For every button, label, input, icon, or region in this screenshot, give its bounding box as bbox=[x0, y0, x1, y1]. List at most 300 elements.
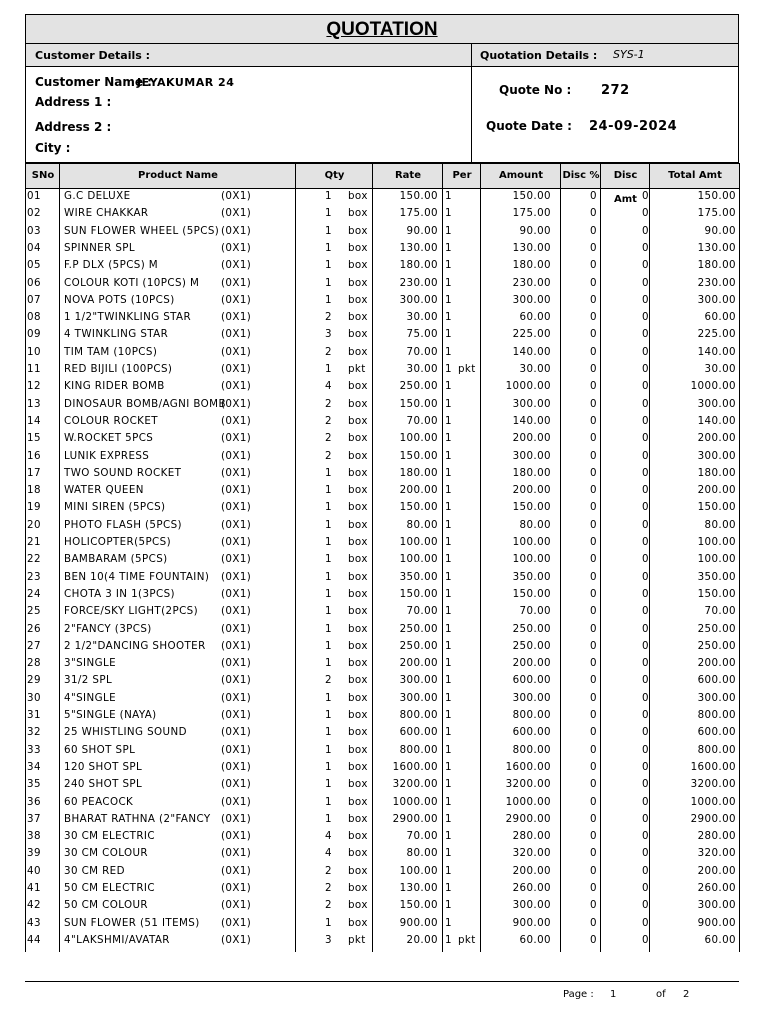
cell-disc-pct: 0 bbox=[590, 311, 597, 324]
cell-disc-amt: 0 bbox=[642, 414, 649, 427]
cell-disc-pct: 0 bbox=[590, 605, 597, 618]
cell-rate: 350.00 bbox=[399, 570, 438, 583]
table-row bbox=[25, 327, 740, 344]
cell-rate: 70.00 bbox=[406, 345, 438, 358]
cell-total-amt: 280.00 bbox=[697, 830, 736, 843]
cell-amount: 600.00 bbox=[512, 726, 551, 739]
cell-unit: box bbox=[348, 207, 368, 220]
cell-pack: (0X1) bbox=[221, 484, 252, 497]
cell-total-amt: 300.00 bbox=[697, 293, 736, 306]
cell-product-name: 4 TWINKLING STAR bbox=[64, 328, 169, 341]
cell-sno: 34 bbox=[27, 760, 41, 773]
cell-disc-amt: 0 bbox=[642, 847, 649, 860]
cell-pack: (0X1) bbox=[221, 570, 252, 583]
cell-amount: 80.00 bbox=[519, 518, 551, 531]
cell-qty: 2 bbox=[325, 397, 332, 410]
customer-details-label: Customer Details : bbox=[35, 49, 151, 62]
cell-disc-pct: 0 bbox=[590, 570, 597, 583]
cell-sno: 04 bbox=[27, 241, 41, 254]
table-row bbox=[25, 397, 740, 414]
cell-amount: 200.00 bbox=[512, 484, 551, 497]
cell-sno: 26 bbox=[27, 622, 41, 635]
page-title: QUOTATION bbox=[326, 19, 438, 40]
table-row bbox=[25, 224, 740, 241]
cell-total-amt: 80.00 bbox=[704, 518, 736, 531]
cell-pack: (0X1) bbox=[221, 622, 252, 635]
cell-total-amt: 70.00 bbox=[704, 605, 736, 618]
cell-amount: 230.00 bbox=[512, 276, 551, 289]
cell-pack: (0X1) bbox=[221, 882, 252, 894]
cell-amount: 260.00 bbox=[512, 882, 551, 894]
cell-amount: 140.00 bbox=[512, 414, 551, 427]
cell-disc-amt: 0 bbox=[642, 466, 649, 479]
cell-pack: (0X1) bbox=[221, 397, 252, 410]
cell-disc-amt: 0 bbox=[642, 311, 649, 324]
cell-rate: 200.00 bbox=[399, 484, 438, 497]
cell-disc-amt: 0 bbox=[642, 276, 649, 289]
cell-unit: box bbox=[348, 311, 368, 324]
cell-qty: 1 bbox=[325, 743, 332, 756]
cell-product-name: 30 CM ELECTRIC bbox=[64, 830, 155, 843]
table-row bbox=[25, 604, 740, 621]
table-row bbox=[25, 414, 740, 431]
header-column-rule bbox=[649, 164, 650, 189]
cell-rate: 70.00 bbox=[406, 605, 438, 618]
cell-amount: 320.00 bbox=[512, 847, 551, 860]
cell-disc-pct: 0 bbox=[590, 778, 597, 791]
cell-disc-pct: 0 bbox=[590, 691, 597, 704]
table-row bbox=[25, 656, 740, 673]
cell-disc-amt: 0 bbox=[642, 674, 649, 687]
cell-rate: 150.00 bbox=[399, 190, 438, 202]
cell-rate: 70.00 bbox=[406, 830, 438, 843]
cell-sno: 29 bbox=[27, 674, 41, 687]
cell-total-amt: 100.00 bbox=[697, 553, 736, 566]
table-row bbox=[25, 795, 740, 812]
header-column-rule bbox=[480, 164, 481, 189]
cell-amount: 300.00 bbox=[512, 397, 551, 410]
cell-total-amt: 230.00 bbox=[697, 276, 736, 289]
cell-product-name: 25 WHISTLING SOUND bbox=[64, 726, 187, 739]
cell-product-name: 30 CM RED bbox=[64, 864, 125, 877]
table-row bbox=[25, 777, 740, 794]
cell-product-name: KING RIDER BOMB bbox=[64, 380, 165, 393]
cell-rate: 250.00 bbox=[399, 639, 438, 652]
cell-pack: (0X1) bbox=[221, 276, 252, 289]
cell-amount: 280.00 bbox=[512, 830, 551, 843]
cell-product-name: COLOUR ROCKET bbox=[64, 414, 158, 427]
cell-amount: 350.00 bbox=[512, 570, 551, 583]
cell-product-name: SUN FLOWER WHEEL (5PCS) bbox=[64, 224, 220, 237]
cell-product-name: 31/2 SPL bbox=[64, 674, 113, 687]
cell-sno: 01 bbox=[27, 190, 41, 202]
cell-per: 1 bbox=[445, 709, 452, 721]
cell-disc-pct: 0 bbox=[590, 363, 597, 375]
cell-disc-amt: 0 bbox=[642, 553, 649, 566]
cell-per: 1 bbox=[445, 345, 452, 358]
section-divider bbox=[471, 44, 472, 66]
cell-rate: 20.00 bbox=[406, 933, 438, 946]
cell-per: 1 bbox=[445, 380, 452, 393]
cell-product-name: DINOSAUR BOMB/AGNI BOMB bbox=[64, 397, 226, 410]
cell-pack: (0X1) bbox=[221, 760, 252, 773]
col-sno: SNo bbox=[31, 170, 55, 181]
cell-sno: 33 bbox=[27, 743, 41, 756]
cell-qty: 1 bbox=[325, 570, 332, 583]
cell-qty: 1 bbox=[325, 190, 332, 202]
cell-amount: 200.00 bbox=[512, 657, 551, 670]
cell-disc-pct: 0 bbox=[590, 899, 597, 912]
cell-disc-pct: 0 bbox=[590, 484, 597, 497]
cell-total-amt: 200.00 bbox=[697, 432, 736, 445]
table-row bbox=[25, 293, 740, 310]
cell-unit: box bbox=[348, 778, 368, 791]
cell-sno: 16 bbox=[27, 449, 41, 462]
cell-per: 1 bbox=[445, 414, 452, 427]
table-row bbox=[25, 552, 740, 569]
cell-unit: box bbox=[348, 812, 368, 825]
cell-qty: 2 bbox=[325, 414, 332, 427]
cell-unit: box bbox=[348, 190, 368, 202]
cell-pack: (0X1) bbox=[221, 518, 252, 531]
cell-total-amt: 225.00 bbox=[697, 328, 736, 341]
cell-disc-amt: 0 bbox=[642, 587, 649, 600]
cell-disc-amt: 0 bbox=[642, 484, 649, 497]
cell-disc-amt: 0 bbox=[642, 882, 649, 894]
cell-unit: box bbox=[348, 795, 368, 808]
cell-sno: 08 bbox=[27, 311, 41, 324]
cell-product-name: G.C DELUXE bbox=[64, 190, 131, 202]
cell-unit: box bbox=[348, 553, 368, 566]
col-rate: Rate bbox=[394, 170, 421, 181]
cell-qty: 1 bbox=[325, 760, 332, 773]
cell-unit: box bbox=[348, 899, 368, 912]
cell-rate: 100.00 bbox=[399, 553, 438, 566]
cell-disc-pct: 0 bbox=[590, 293, 597, 306]
cell-sno: 20 bbox=[27, 518, 41, 531]
cell-total-amt: 180.00 bbox=[697, 259, 736, 272]
cell-per: 1 bbox=[445, 328, 452, 341]
cell-total-amt: 350.00 bbox=[697, 570, 736, 583]
cell-sno: 27 bbox=[27, 639, 41, 652]
cell-total-amt: 140.00 bbox=[697, 345, 736, 358]
cell-total-amt: 150.00 bbox=[697, 501, 736, 514]
cell-sno: 35 bbox=[27, 778, 41, 791]
cell-amount: 300.00 bbox=[512, 449, 551, 462]
cell-per: 1 bbox=[445, 293, 452, 306]
cell-pack: (0X1) bbox=[221, 190, 252, 202]
cell-product-name: BEN 10(4 TIME FOUNTAIN) bbox=[64, 570, 210, 583]
cell-pack: (0X1) bbox=[221, 536, 252, 548]
cell-amount: 300.00 bbox=[512, 691, 551, 704]
cell-product-name: 5"SINGLE (NAYA) bbox=[64, 709, 157, 721]
cell-qty: 2 bbox=[325, 899, 332, 912]
cell-pack: (0X1) bbox=[221, 812, 252, 825]
cell-unit: box bbox=[348, 622, 368, 635]
cell-unit: box bbox=[348, 830, 368, 843]
cell-total-amt: 60.00 bbox=[704, 311, 736, 324]
cell-amount: 900.00 bbox=[512, 916, 551, 929]
cell-product-name: PHOTO FLASH (5PCS) bbox=[64, 518, 182, 531]
cell-amount: 3200.00 bbox=[505, 778, 551, 791]
cell-qty: 1 bbox=[325, 916, 332, 929]
cell-sno: 23 bbox=[27, 570, 41, 583]
cell-pack: (0X1) bbox=[221, 847, 252, 860]
cell-disc-pct: 0 bbox=[590, 432, 597, 445]
cell-unit: box bbox=[348, 484, 368, 497]
cell-qty: 1 bbox=[325, 484, 332, 497]
cell-disc-amt: 0 bbox=[642, 899, 649, 912]
cell-total-amt: 3200.00 bbox=[690, 778, 736, 791]
cell-amount: 1000.00 bbox=[505, 795, 551, 808]
page-label: Page : bbox=[563, 989, 594, 1000]
cell-product-name: WATER QUEEN bbox=[64, 484, 144, 497]
cell-rate: 80.00 bbox=[406, 847, 438, 860]
cell-per: 1 bbox=[445, 276, 452, 289]
cell-rate: 100.00 bbox=[399, 536, 438, 548]
cell-product-name: 50 CM COLOUR bbox=[64, 899, 148, 912]
cell-per: 1 bbox=[445, 899, 452, 912]
cell-product-name: 4"SINGLE bbox=[64, 691, 116, 704]
table-row bbox=[25, 639, 740, 656]
cell-amount: 130.00 bbox=[512, 241, 551, 254]
cell-per: 1 bbox=[445, 311, 452, 324]
table-row bbox=[25, 673, 740, 690]
cell-disc-pct: 0 bbox=[590, 518, 597, 531]
cell-per: 1 bbox=[445, 224, 452, 237]
cell-disc-pct: 0 bbox=[590, 276, 597, 289]
cell-amount: 60.00 bbox=[519, 933, 551, 946]
cell-rate: 150.00 bbox=[399, 899, 438, 912]
cell-total-amt: 60.00 bbox=[704, 933, 736, 946]
cell-amount: 150.00 bbox=[512, 501, 551, 514]
cell-disc-pct: 0 bbox=[590, 380, 597, 393]
cell-unit: box bbox=[348, 518, 368, 531]
cell-pack: (0X1) bbox=[221, 709, 252, 721]
cell-amount: 180.00 bbox=[512, 466, 551, 479]
cell-rate: 300.00 bbox=[399, 293, 438, 306]
cell-total-amt: 900.00 bbox=[697, 916, 736, 929]
cell-disc-amt: 0 bbox=[642, 518, 649, 531]
cell-total-amt: 130.00 bbox=[697, 241, 736, 254]
cell-disc-amt: 0 bbox=[642, 743, 649, 756]
cell-pack: (0X1) bbox=[221, 345, 252, 358]
cell-rate: 180.00 bbox=[399, 466, 438, 479]
cell-disc-pct: 0 bbox=[590, 760, 597, 773]
cell-rate: 600.00 bbox=[399, 726, 438, 739]
cell-per: 1 bbox=[445, 743, 452, 756]
cell-amount: 300.00 bbox=[512, 293, 551, 306]
cell-product-name: 4"LAKSHMI/AVATAR bbox=[64, 933, 170, 946]
header-column-rule bbox=[560, 164, 561, 189]
cell-unit: box bbox=[348, 864, 368, 877]
table-row bbox=[25, 881, 740, 898]
cell-disc-pct: 0 bbox=[590, 449, 597, 462]
table-row bbox=[25, 535, 740, 552]
cell-per: 1 bbox=[445, 241, 452, 254]
cell-sno: 14 bbox=[27, 414, 41, 427]
cell-sno: 06 bbox=[27, 276, 41, 289]
cell-unit: box bbox=[348, 241, 368, 254]
cell-sno: 11 bbox=[27, 363, 41, 375]
cell-disc-amt: 0 bbox=[642, 709, 649, 721]
customer-info-box bbox=[25, 67, 739, 163]
cell-rate: 90.00 bbox=[406, 224, 438, 237]
cell-qty: 1 bbox=[325, 553, 332, 566]
cell-disc-pct: 0 bbox=[590, 639, 597, 652]
cell-pack: (0X1) bbox=[221, 605, 252, 618]
quotation-details-label: Quotation Details : bbox=[480, 49, 598, 62]
cell-pack: (0X1) bbox=[221, 466, 252, 479]
table-row bbox=[25, 916, 740, 933]
cell-disc-pct: 0 bbox=[590, 207, 597, 220]
cell-pack: (0X1) bbox=[221, 726, 252, 739]
cell-pack: (0X1) bbox=[221, 311, 252, 324]
cell-disc-amt: 0 bbox=[642, 207, 649, 220]
cell-per: 1 bbox=[445, 605, 452, 618]
cell-amount: 100.00 bbox=[512, 553, 551, 566]
cell-pack: (0X1) bbox=[221, 328, 252, 341]
cell-disc-pct: 0 bbox=[590, 345, 597, 358]
cell-per: 1 bbox=[445, 484, 452, 497]
cell-rate: 75.00 bbox=[406, 328, 438, 341]
table-row bbox=[25, 570, 740, 587]
section-header bbox=[25, 44, 739, 67]
table-row bbox=[25, 760, 740, 777]
cell-amount: 200.00 bbox=[512, 864, 551, 877]
cell-sno: 18 bbox=[27, 484, 41, 497]
cell-per: 1 bbox=[445, 812, 452, 825]
cell-product-name: TIM TAM (10PCS) bbox=[64, 345, 158, 358]
cell-total-amt: 600.00 bbox=[697, 674, 736, 687]
cell-amount: 600.00 bbox=[512, 674, 551, 687]
cell-total-amt: 250.00 bbox=[697, 622, 736, 635]
cell-unit: box bbox=[348, 536, 368, 548]
customer-name-value: JEYAKUMAR 24 bbox=[137, 76, 235, 89]
cell-sno: 28 bbox=[27, 657, 41, 670]
cell-unit: box bbox=[348, 674, 368, 687]
cell-product-name: 30 CM COLOUR bbox=[64, 847, 148, 860]
cell-sno: 38 bbox=[27, 830, 41, 843]
table-row bbox=[25, 864, 740, 881]
table-row bbox=[25, 379, 740, 396]
cell-amount: 200.00 bbox=[512, 432, 551, 445]
cell-disc-pct: 0 bbox=[590, 397, 597, 410]
cell-product-name: HOLICOPTER(5PCS) bbox=[64, 536, 171, 548]
cell-total-amt: 250.00 bbox=[697, 639, 736, 652]
cell-total-amt: 300.00 bbox=[697, 899, 736, 912]
cell-pack: (0X1) bbox=[221, 933, 252, 946]
cell-disc-pct: 0 bbox=[590, 864, 597, 877]
cell-disc-pct: 0 bbox=[590, 587, 597, 600]
cell-disc-amt: 0 bbox=[642, 380, 649, 393]
cell-disc-pct: 0 bbox=[590, 224, 597, 237]
cell-total-amt: 200.00 bbox=[697, 864, 736, 877]
cell-rate: 100.00 bbox=[399, 864, 438, 877]
cell-per: 1 bbox=[445, 207, 452, 220]
cell-unit: box bbox=[348, 432, 368, 445]
cell-total-amt: 100.00 bbox=[697, 536, 736, 548]
cell-qty: 1 bbox=[325, 501, 332, 514]
col-per: Per bbox=[452, 170, 472, 181]
cell-sno: 37 bbox=[27, 812, 41, 825]
cell-pack: (0X1) bbox=[221, 363, 252, 375]
cell-per: 1 bbox=[445, 760, 452, 773]
cell-qty: 1 bbox=[325, 691, 332, 704]
cell-sno: 09 bbox=[27, 328, 41, 341]
cell-per: 1 bbox=[445, 432, 452, 445]
col-amount: Amount bbox=[498, 170, 544, 181]
cell-amount: 300.00 bbox=[512, 899, 551, 912]
cell-rate: 30.00 bbox=[406, 363, 438, 375]
cell-unit: box bbox=[348, 639, 368, 652]
cell-disc-amt: 0 bbox=[642, 760, 649, 773]
col-total-amt: Total Amt bbox=[668, 170, 722, 181]
cell-disc-amt: 0 bbox=[642, 605, 649, 618]
cell-per: 1 bbox=[445, 830, 452, 843]
cell-qty: 3 bbox=[325, 933, 332, 946]
cell-disc-amt: 0 bbox=[642, 293, 649, 306]
cell-sno: 32 bbox=[27, 726, 41, 739]
cell-qty: 1 bbox=[325, 639, 332, 652]
cell-pack: (0X1) bbox=[221, 864, 252, 877]
cell-amount: 90.00 bbox=[519, 224, 551, 237]
quote-no-value: 272 bbox=[601, 83, 630, 98]
cell-sno: 10 bbox=[27, 345, 41, 358]
cell-sno: 22 bbox=[27, 553, 41, 566]
cell-pack: (0X1) bbox=[221, 657, 252, 670]
cell-per: 1 bbox=[445, 795, 452, 808]
cell-disc-amt: 0 bbox=[642, 864, 649, 877]
cell-per: 1 bbox=[445, 864, 452, 877]
cell-per: 1 bbox=[445, 259, 452, 272]
cell-pack: (0X1) bbox=[221, 639, 252, 652]
cell-product-name: 50 CM ELECTRIC bbox=[64, 882, 155, 894]
cell-unit: box bbox=[348, 276, 368, 289]
page-total: 2 bbox=[683, 989, 690, 1000]
cell-sno: 42 bbox=[27, 899, 41, 912]
cell-disc-pct: 0 bbox=[590, 795, 597, 808]
cell-rate: 250.00 bbox=[399, 622, 438, 635]
table-body bbox=[25, 189, 740, 952]
table-row bbox=[25, 587, 740, 604]
cell-sno: 17 bbox=[27, 466, 41, 479]
cell-pack: (0X1) bbox=[221, 830, 252, 843]
cell-unit: box bbox=[348, 259, 368, 272]
cell-disc-pct: 0 bbox=[590, 190, 597, 202]
cell-disc-amt: 0 bbox=[642, 795, 649, 808]
cell-rate: 130.00 bbox=[399, 882, 438, 894]
title-band bbox=[25, 14, 739, 44]
cell-unit: box bbox=[348, 760, 368, 773]
cell-sno: 03 bbox=[27, 224, 41, 237]
cell-total-amt: 90.00 bbox=[704, 224, 736, 237]
cell-rate: 100.00 bbox=[399, 432, 438, 445]
table-row bbox=[25, 483, 740, 500]
cell-disc-amt: 0 bbox=[642, 190, 649, 202]
address1-label: Address 1 : bbox=[35, 95, 112, 109]
cell-qty: 2 bbox=[325, 882, 332, 894]
cell-sno: 21 bbox=[27, 536, 41, 548]
cell-unit: box bbox=[348, 916, 368, 929]
cell-sno: 44 bbox=[27, 933, 41, 946]
cell-qty: 1 bbox=[325, 587, 332, 600]
header-column-rule bbox=[59, 164, 60, 189]
col-disc-amt: Disc Amt bbox=[613, 170, 638, 205]
cell-qty: 1 bbox=[325, 241, 332, 254]
cell-qty: 4 bbox=[325, 380, 332, 393]
cell-pack: (0X1) bbox=[221, 587, 252, 600]
